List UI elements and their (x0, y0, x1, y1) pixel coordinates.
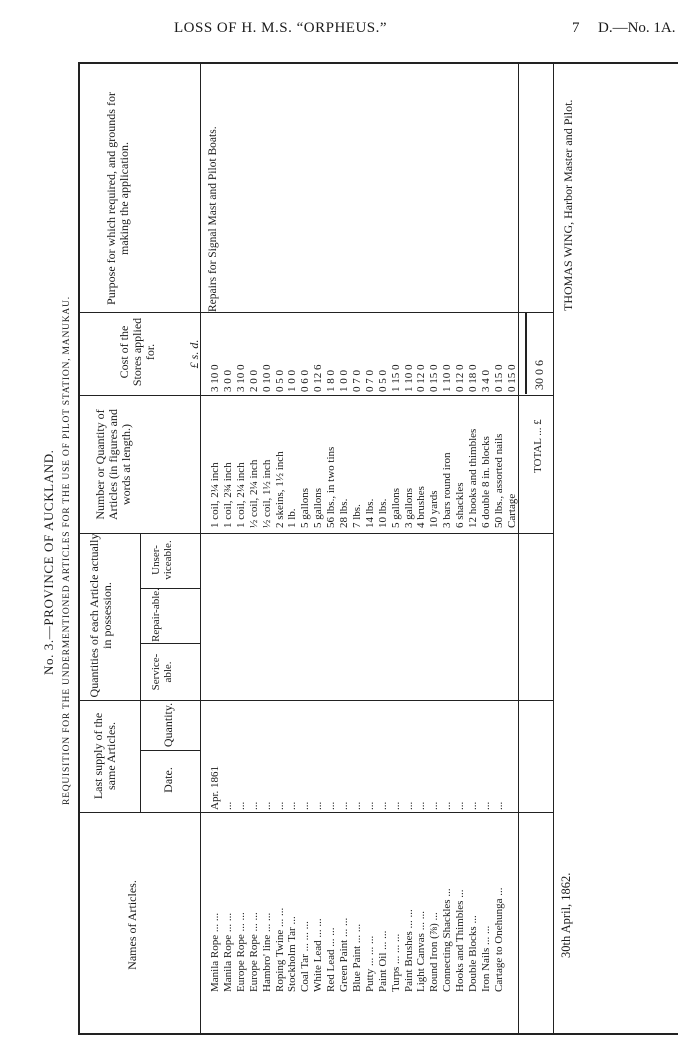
quantity-requested: 12 hooks and thimbles (467, 428, 479, 528)
cost-entry: 0 7 0 (363, 370, 376, 392)
cost-entry: 0 15 0 (492, 364, 505, 392)
last-supply-date: ... (312, 801, 325, 810)
col-divider-number (78, 395, 553, 396)
running-head-title: LOSS OF H. M.S. “ORPHEUS.” (174, 20, 388, 36)
article-name: White Lead ... ... (312, 918, 325, 992)
date-signed: 30th April, 1862. (559, 872, 573, 958)
quantity-requested: 6 double 8 in. blocks (479, 436, 492, 528)
total-value: 30 0 6 (532, 360, 546, 390)
last-supply-date: ... (221, 801, 234, 810)
cost-entry: 0 5 0 (376, 370, 389, 392)
quantity-requested: Cartage (505, 493, 518, 528)
page-number: 7 (572, 20, 580, 36)
cost-entry: 1 0 0 (286, 370, 299, 392)
cost-entry: 0 15 0 (428, 364, 441, 392)
quantity-requested: 1 coil, 2¾ inch (221, 462, 234, 528)
cost-entry: 0 5 0 (273, 370, 286, 392)
article-name: Europe Rope ... ... (247, 912, 260, 992)
cost-entry: 3 10 0 (209, 364, 221, 392)
cost-entry: 1 8 0 (325, 370, 338, 392)
cost-entry: 0 12 6 (312, 364, 325, 392)
article-name: Green Paint ... ... (338, 917, 350, 992)
table-bottom-rule (78, 1033, 678, 1035)
total-label: TOTAL ... £ (532, 419, 544, 473)
last-supply-date: ... (299, 801, 312, 810)
last-supply-date: ... (454, 801, 467, 810)
cost-entry: 0 18 0 (467, 364, 479, 392)
last-supply-date: ... (286, 801, 299, 810)
header-date: Date. (161, 767, 175, 793)
quantity-requested: 28 lbs. (338, 498, 350, 528)
last-supply-date: ... (441, 801, 454, 810)
cost-entry: 0 10 0 (260, 364, 273, 392)
quantity-requested: 50 lbs., assorted nails (492, 433, 505, 528)
col-divider-lastsupply (78, 700, 553, 701)
article-name: Europe Rope ... ... (234, 912, 247, 992)
last-supply-date: ... (325, 801, 338, 810)
cost-entry: 0 12 0 (415, 364, 428, 392)
last-supply-date: ... (350, 801, 363, 810)
subheader-divider (140, 533, 141, 812)
cost-entry: 3 0 0 (221, 370, 234, 392)
last-supply-date: ... (492, 801, 505, 810)
col-divider-names (78, 812, 553, 813)
article-name: Turps ... ... ... (389, 933, 402, 992)
cost-entry: 1 0 0 (338, 370, 350, 392)
article-name: Connecting Shackles ... (441, 888, 454, 992)
quantity-requested: ½ coil, 1½ inch (260, 459, 273, 528)
article-name: Paint Oil ... ... (376, 930, 389, 992)
last-supply-date: ... (479, 801, 492, 810)
header-cost-units: £ s. d. (187, 339, 201, 369)
quantity-requested: 1 coil, 2¼ inch (234, 462, 247, 528)
cost-entry: 1 10 0 (402, 364, 415, 392)
cost-entry: 0 6 0 (299, 370, 312, 392)
table-top-rule (78, 62, 678, 64)
last-supply-date: ... (376, 801, 389, 810)
total-sum-rule (525, 312, 527, 394)
page-subtitle: REQUISITION FOR THE UNDERMENTIONED ARTICLES FOR THE USE OF PILOT STATION, MANUKAU. (62, 296, 72, 805)
last-supply-date: ... (338, 801, 350, 810)
article-name: Roping Twine ... ... (273, 907, 286, 992)
article-name: Red Lead ... ... (325, 927, 338, 992)
header-number: Number or Quantity of Articles (in figures and words at length.) (93, 409, 134, 520)
header-cost: Cost of the Stores applied for. (117, 317, 158, 387)
cost-entry: 1 15 0 (389, 364, 402, 392)
header-purpose: Purpose for which required, and grounds for making the application. (104, 92, 132, 305)
article-name: Double Blocks ... (467, 915, 479, 992)
header-body-divider (200, 62, 201, 1034)
article-name: Putty ... ... ... (363, 935, 376, 992)
cost-entry: 1 10 0 (441, 364, 454, 392)
quantity-requested: 5 gallons (312, 487, 325, 528)
quantity-requested: 5 gallons (389, 487, 402, 528)
cost-entry: 3 10 0 (234, 364, 247, 392)
quantity-requested: ½ coil, 2¼ inch (247, 459, 260, 528)
article-name: Paint Brushes ... ... (402, 909, 415, 992)
quantity-requested: 10 yards (428, 490, 441, 528)
header-names: Names of Articles. (125, 880, 139, 970)
quantity-requested: 56 lbs., in two tins (325, 446, 338, 528)
footer-divider (553, 62, 554, 1034)
quantity-requested: 3 bars round iron (441, 452, 454, 528)
running-head (0, 18, 700, 44)
cost-entry: 0 7 0 (350, 370, 363, 392)
signature: THOMAS WING, Harbor Master and Pilot. (561, 99, 575, 311)
quantity-requested: 3 gallons (402, 487, 415, 528)
last-supply-date: ... (363, 801, 376, 810)
last-supply-date: ... (247, 801, 260, 810)
quantity-requested: 6 shackles (454, 482, 467, 528)
last-supply-date: ... (389, 801, 402, 810)
article-name: Manila Rope ... ... (209, 912, 221, 992)
document-reference: D.—No. 1A. (598, 20, 676, 36)
quantity-requested: 2 skeins, 1½ inch (273, 451, 286, 528)
header-serviceable: Service-able. (150, 653, 175, 691)
last-supply-date: ... (415, 801, 428, 810)
quantity-requested: 1 coil, 2¼ inch (209, 462, 221, 528)
article-name: Blue Paint ... ... (350, 923, 363, 992)
quantity-requested: 14 lbs. (363, 498, 376, 528)
header-last-supply: Last supply of the same Articles. (91, 712, 119, 800)
article-name: Manila Rope ... ... (221, 912, 234, 992)
purpose-entry: Repairs for Signal Mast and Pilot Boats. (207, 126, 219, 312)
page-title: No. 3.—PROVINCE OF AUCKLAND. (41, 449, 56, 675)
last-supply-date: ... (467, 801, 479, 810)
article-name: Light Canvas ... ... (415, 911, 428, 992)
header-quantity: Quantity. (161, 702, 175, 748)
article-name: Hooks and Thimbles ... (454, 889, 467, 992)
article-name: Hambro' line ... ... (260, 912, 273, 992)
last-supply-date: ... (402, 801, 415, 810)
article-name: Cartage to Onehunga ... (492, 887, 505, 992)
cost-entry: 2 0 0 (247, 370, 260, 392)
header-in-possession: Quantities of each Article actually in possession. (87, 533, 115, 698)
article-name: Stockholm Tar ... (286, 916, 299, 992)
quantity-requested: 7 lbs. (350, 504, 363, 528)
article-name: Coal Tar ... ... ... (299, 921, 312, 992)
quantity-requested: 1 lb. (286, 508, 299, 528)
cost-entry: 0 12 0 (454, 364, 467, 392)
last-supply-date: Apr. 1861 (209, 766, 221, 810)
cost-entry: 0 15 0 (505, 364, 518, 392)
last-supply-date: ... (260, 801, 273, 810)
header-unserviceable: Unser-viceable. (150, 540, 175, 580)
quantity-requested: 5 gallons (299, 487, 312, 528)
article-name: Round Iron (⅞) ... (428, 912, 441, 992)
last-supply-date: ... (273, 801, 286, 810)
table-left-rule (78, 62, 80, 1034)
last-supply-date: ... (234, 801, 247, 810)
last-supply-date: ... (428, 801, 441, 810)
cost-entry: 3 4 0 (479, 370, 492, 392)
article-name: Iron Nails ... ... (479, 925, 492, 992)
quantity-requested: 4 brushes (415, 486, 428, 528)
header-repairable: Repair-able. (150, 588, 162, 642)
quantity-requested: 10 lbs. (376, 498, 389, 528)
total-divider (518, 62, 519, 1034)
col-divider-repairable (140, 588, 200, 589)
